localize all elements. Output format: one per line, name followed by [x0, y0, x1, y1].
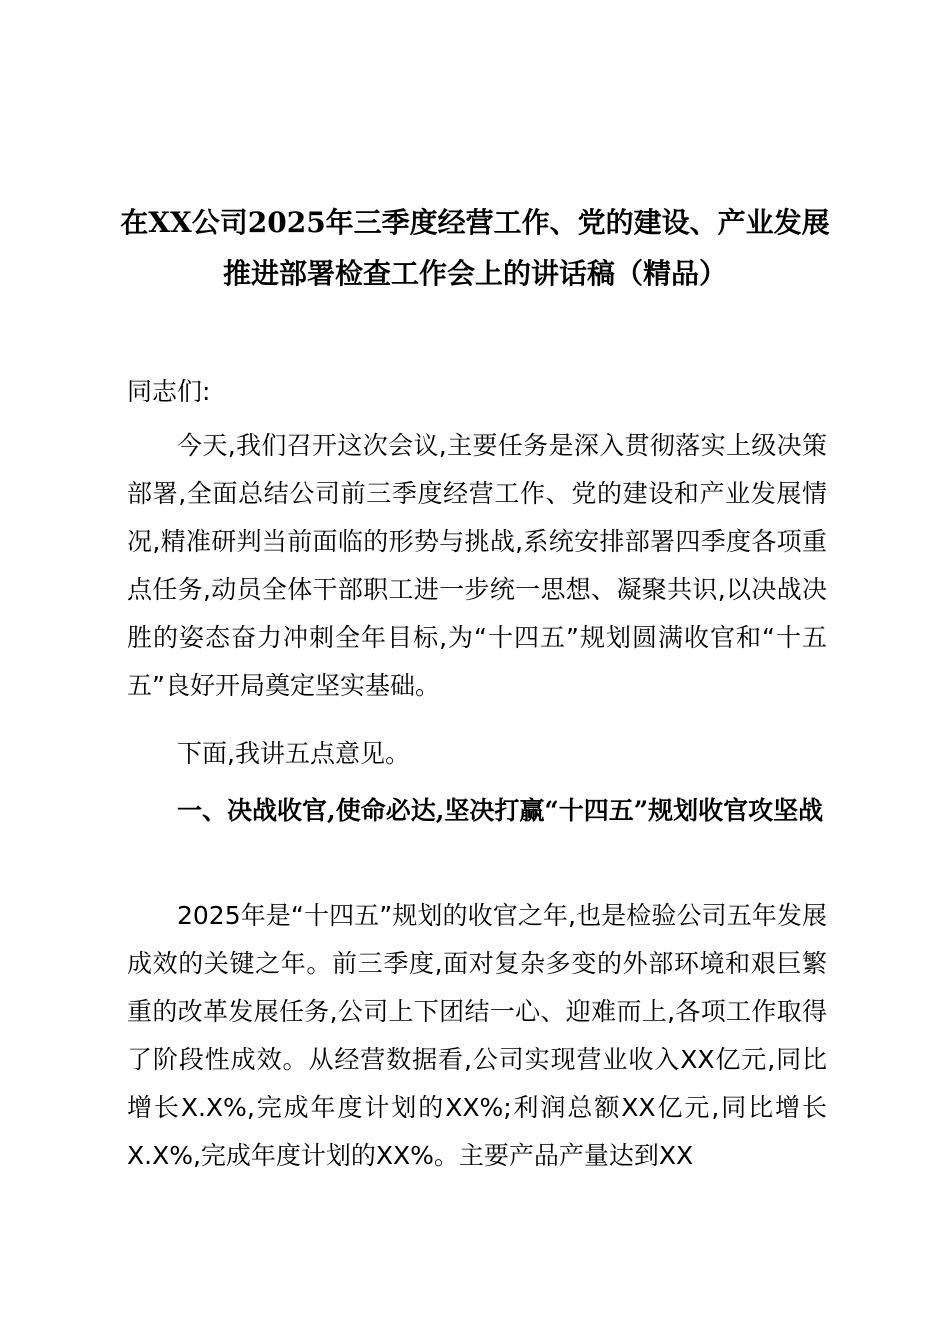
- section-heading-1: 一、决战收官,使命必达,坚决打赢“十四五”规划收官攻坚战: [177, 796, 824, 825]
- document-title-line-1: 在XX公司2025年三季度经营工作、党的建设、产业发展: [120, 206, 830, 239]
- document-title-line-2: 推进部署检查工作会上的讲话稿（精品）: [222, 257, 727, 290]
- paragraph-intro: 今天,我们召开这次会议,主要任务是深入贯彻落实上级决策部署,全面总结公司前三季度经营工作、党的建设和产业发展情况,精准研判当前面临的形势与挑战,系统安排部署四季度各项重点任务,动员全体干部职工进一步统一思想、凝聚共识,以决战决胜的姿态奋力冲刺全年目标,为“十四五”规划圆满收官和“十五五”良好开局奠定坚实基础。: [127, 431, 827, 700]
- salutation: 同志们:: [127, 377, 211, 406]
- paragraph-outline: 下面,我讲五点意见。: [177, 739, 410, 768]
- paragraph-section-1: 2025年是“十四五”规划的收官之年,也是检验公司五年发展成效的关键之年。前三季度,面对复杂多变的外部环境和艰巨繁重的改革发展任务,公司上下团结一心、迎难而上,各项工作取得了阶段性成效。从经营数据看,公司实现营业收入XX亿元,同比增长X.X%,完成年度计划的XX%;利润总额XX亿元,同比增长X.X%,完成年度计划的XX%。主要产品产量达到XX: [127, 901, 827, 1170]
